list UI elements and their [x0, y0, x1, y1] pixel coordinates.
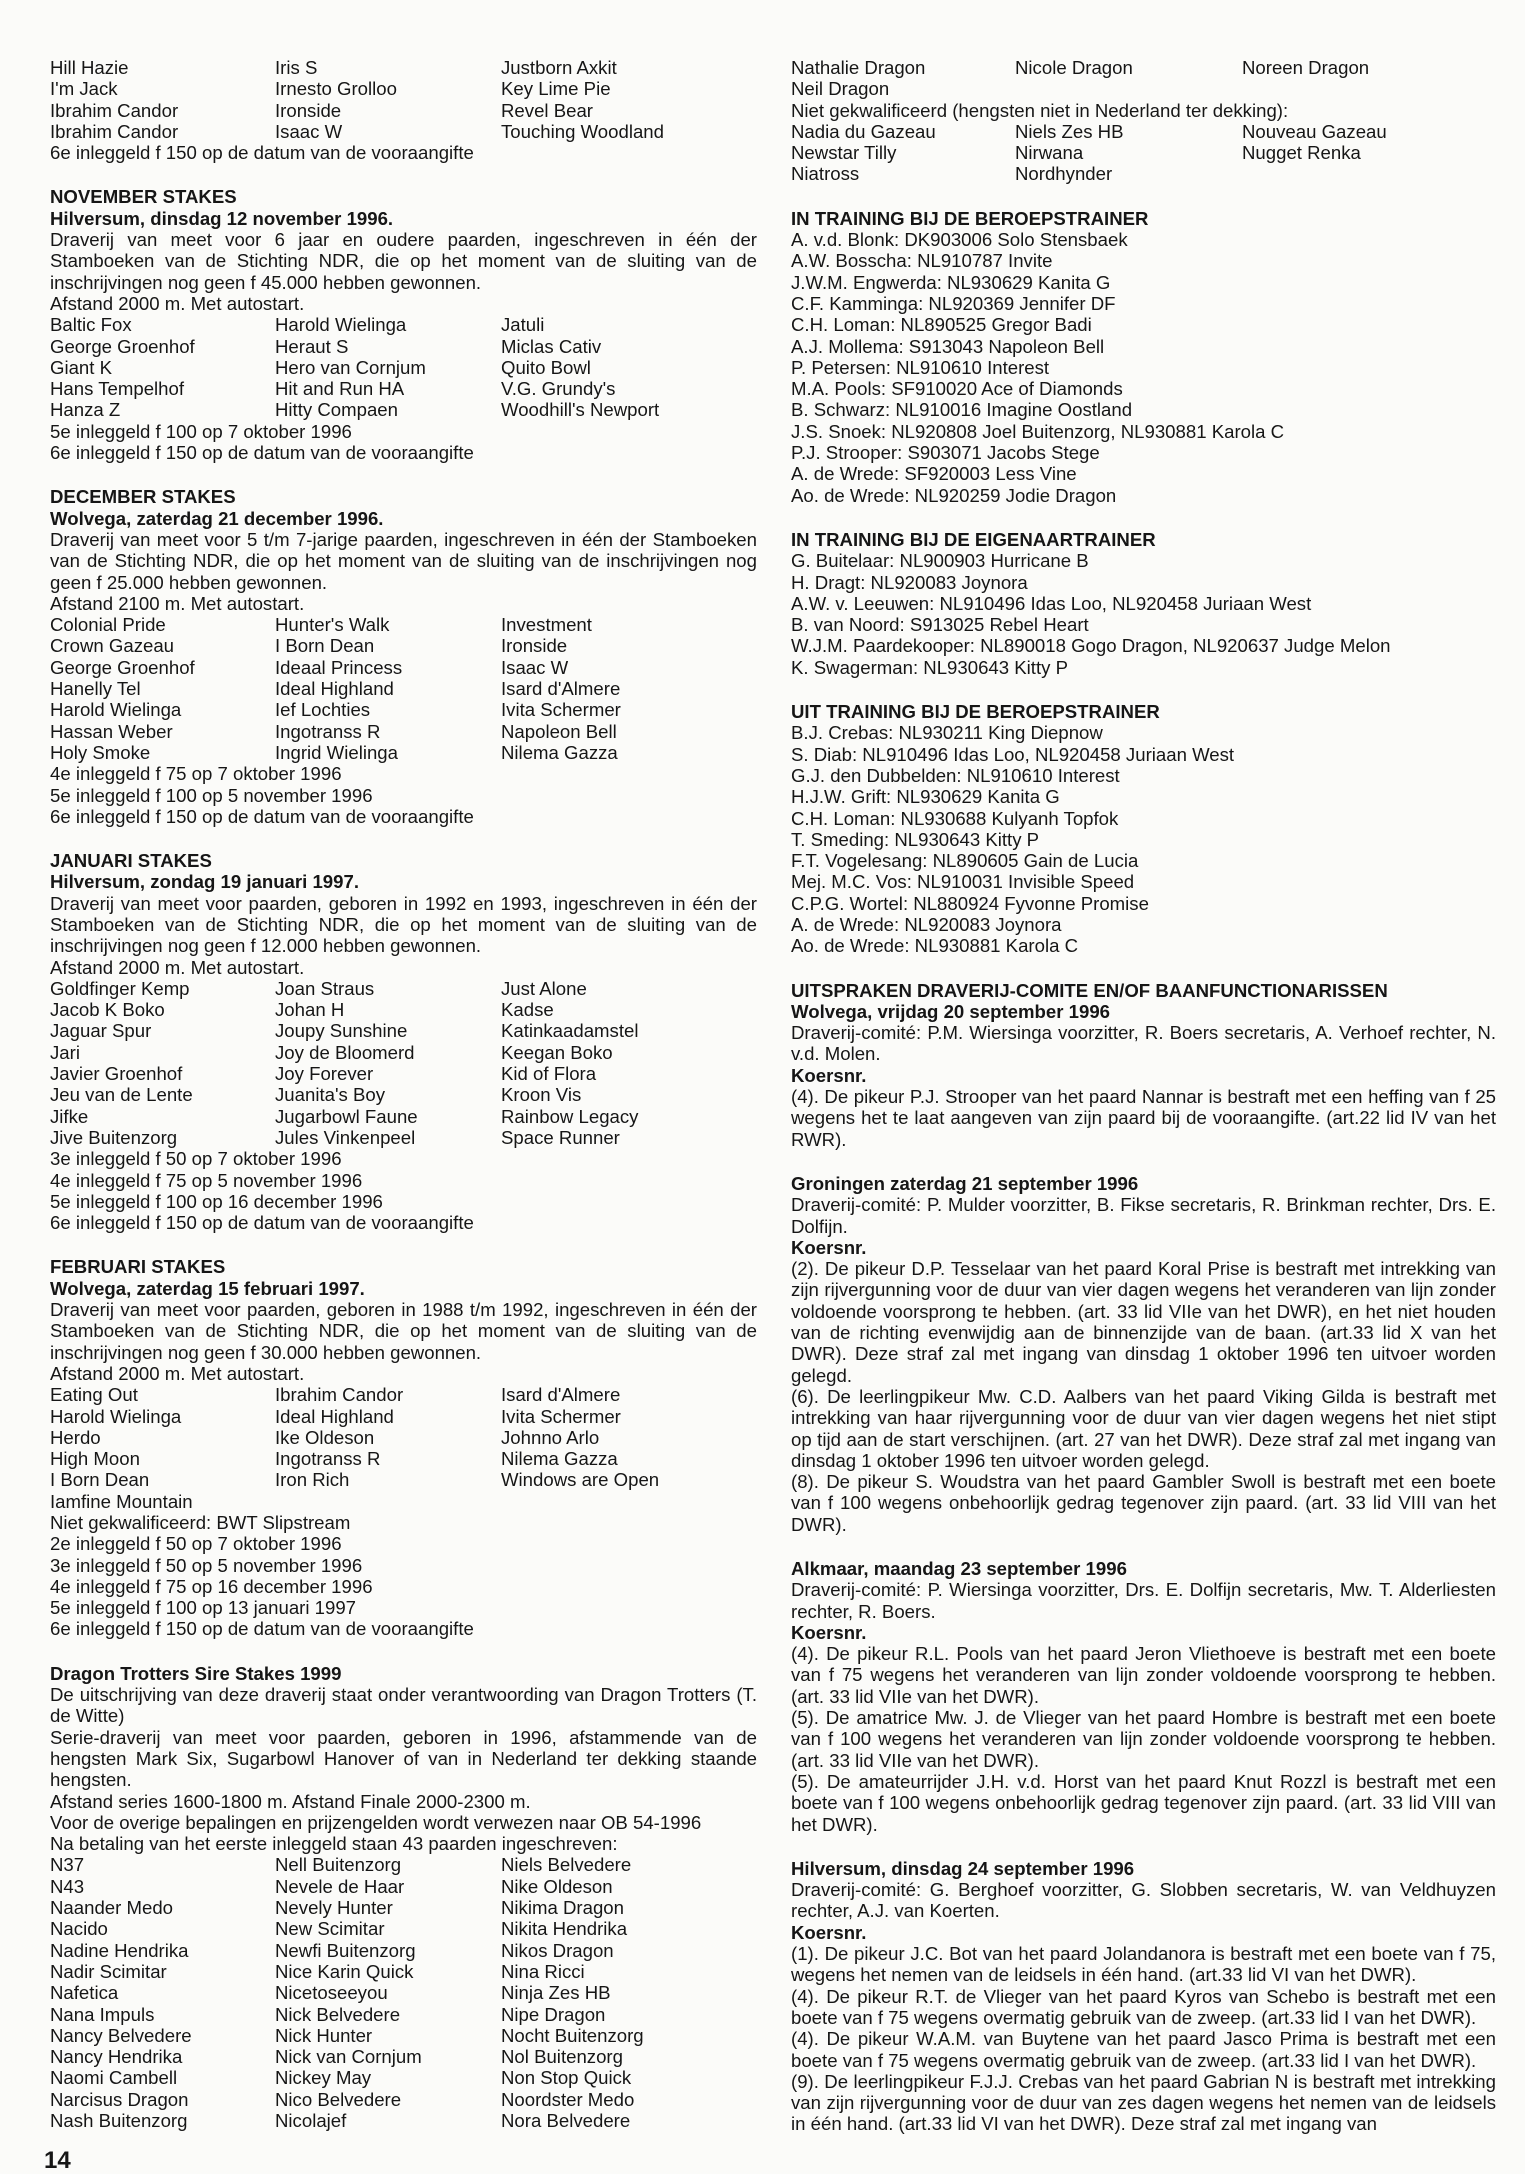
grid-cell: Ike Oldeson [275, 1426, 375, 1448]
grid-cell: Naomi Cambell [50, 2067, 178, 2089]
text-line: P.J. Strooper: S903071 Jacobs Stege [791, 442, 1100, 464]
grid-cell: V.G. Grundy's [501, 378, 616, 400]
text-line: S. Diab: NL910496 Idas Loo, NL920458 Juriaan West [791, 743, 1235, 765]
horse-grid [50, 1384, 757, 1512]
grid-cell: Jatuli [501, 314, 545, 336]
grid-cell: Nordhynder [1015, 163, 1113, 185]
section-groningen [791, 1173, 1496, 1535]
ruling-item: (1). De pikeur J.C. Bot van het paard Jolandanora is bestraft met een boete van f 75, wegens het nemen van de leidsels in één hand. (art.33 lid VI van het DWR). [791, 1943, 1496, 1986]
section-heading: NOVEMBER STAKES [50, 186, 237, 208]
grid-cell: Noreen Dragon [1242, 57, 1370, 78]
text-line: C.H. Loman: NL890525 Gregor Badi [791, 314, 1092, 336]
horse-grid [50, 57, 757, 142]
grid-cell: Ideaal Princess [275, 656, 403, 678]
text-line: H. Dragt: NL920083 Joynora [791, 571, 1028, 593]
text-line: B. van Noord: S913025 Rebel Heart [791, 614, 1089, 636]
grid-cell: Kroon Vis [501, 1084, 582, 1106]
grid-cell: I Born Dean [275, 635, 375, 657]
comite-line: Draverij-comité: P. Wiersinga voorzitter, Drs. E. Dolfijn secretaris, Mw. T. Alderliesten rechter, R. Boers. [791, 1579, 1496, 1622]
grid-cell: Nevely Hunter [275, 1897, 393, 1919]
grid-cell: Niels Zes HB [1015, 120, 1124, 142]
horse-grid [791, 57, 1496, 100]
text-line: C.F. Kamminga: NL920369 Jennifer DF [791, 292, 1116, 314]
grid-cell: Jari [50, 1041, 80, 1063]
grid-cell: Kid of Flora [501, 1063, 597, 1085]
grid-cell: Nell Buitenzorg [275, 1854, 402, 1876]
grid-cell: Space Runner [501, 1126, 620, 1148]
ruling-item: (4). De pikeur R.L. Pools van het paard Jeron Vliethoeve is bestraft met een boete van f 75 wegens het veranderen van lijn zonder voldoende voorsprong te hebben. (art. 33 lid VIIe van het DWR). [791, 1643, 1496, 1707]
text-line: F.T. Vogelesang: NL890605 Gain de Lucia [791, 850, 1139, 872]
section-text: De uitschrijving van deze draverij staat onder verantwoording van Dragon Trotters (T. de Witte) [50, 1684, 757, 1727]
text-line: 4e inleggeld f 75 op 5 november 1996 [50, 1169, 363, 1191]
section-januari-stakes [50, 850, 757, 1233]
text-line: 6e inleggeld f 150 op de datum van de vooraangifte [50, 142, 474, 164]
section-december-stakes [50, 486, 757, 827]
section-subheading: Hilversum, zondag 19 januari 1997. [50, 871, 359, 893]
section-heading: IN TRAINING BIJ DE BEROEPSTRAINER [791, 207, 1149, 229]
text-line: M.A. Pools: SF910020 Ace of Diamonds [791, 378, 1123, 400]
text-line: 5e inleggeld f 100 op 5 november 1996 [50, 784, 373, 806]
grid-cell: Hill Hazie [50, 57, 129, 78]
page-number: 14 [44, 2147, 71, 2174]
grid-cell: Jive Buitenzorg [50, 1126, 178, 1148]
grid-cell: Ibrahim Candor [50, 99, 179, 121]
comite-line: Draverij-comité: P.M. Wiersinga voorzitter, R. Boers secretaris, A. Verhoef rechter, N. v.d. Molen. [791, 1022, 1496, 1065]
grid-cell [1242, 163, 1496, 184]
grid-cell: Jacob K Boko [50, 999, 165, 1021]
section-heading: Dragon Trotters Sire Stakes 1999 [50, 1662, 342, 1684]
grid-cell: I Born Dean [50, 1469, 150, 1491]
ruling-item: (4). De pikeur W.A.M. van Buytene van het paard Jasco Prima is bestraft met een boete van f 75 wegens overmatig gebruik van de zweep. (art.33 lid I van het DWR). [791, 2028, 1496, 2071]
grid-cell: Jules Vinkenpeel [275, 1126, 416, 1148]
grid-cell [501, 1491, 757, 1512]
grid-cell: Ingotranss R [275, 1448, 381, 1470]
grid-cell: Nikos Dragon [501, 1939, 614, 1961]
grid-cell: Juanita's Boy [275, 1084, 386, 1106]
grid-cell: Nilema Gazza [501, 741, 618, 763]
section-subheading: Wolvega, zaterdag 21 december 1996. [50, 507, 384, 529]
grid-cell: Crown Gazeau [50, 635, 175, 657]
top-block-right [791, 57, 1496, 185]
grid-cell: Nipe Dragon [501, 2003, 606, 2025]
grid-cell: Jeu van de Lente [50, 1084, 193, 1106]
grid-cell: Nora Belvedere [501, 2110, 631, 2132]
grid-cell: Heraut S [275, 335, 349, 357]
grid-cell: Hunter's Walk [275, 614, 390, 636]
text-line: Voor de overige bepalingen en prijzengelden wordt verwezen naar OB 54-1996 [50, 1811, 702, 1833]
section-text: Draverij van meet voor 5 t/m 7-jarige paarden, ingeschreven in één der Stamboeken van de Stichting NDR, die op het moment van de sluiting van de inschrijvingen nog geen f 25.000 hebben gewonnen. [50, 528, 757, 593]
grid-cell: Miclas Cativ [501, 335, 602, 357]
text-line: Niet gekwalificeerd: BWT Slipstream [50, 1512, 351, 1533]
trainer-list [791, 550, 1496, 678]
grid-cell: Nicole Dragon [1015, 57, 1133, 78]
text-line: Ao. de Wrede: NL920259 Jodie Dragon [791, 484, 1117, 506]
fee-list [50, 1148, 757, 1233]
section-november-stakes [50, 186, 757, 463]
koersnr-label: Koersnr. [791, 1921, 867, 1943]
grid-cell: Ideal Highland [275, 1405, 394, 1427]
grid-cell: Nol Buitenzorg [501, 2046, 623, 2068]
grid-cell: Jaguar Spur [50, 1020, 152, 1042]
trainer-list [791, 229, 1496, 506]
grid-cell: Hit and Run HA [275, 378, 405, 400]
grid-cell: Giant K [50, 356, 113, 378]
section-text: Draverij van meet voor paarden, geboren in 1988 t/m 1992, ingeschreven in één der Stamboeken van de Stichting NDR, die op het moment van de sluiting van de inschrijvingen nog geen f 30.000 hebben gewonnen. [50, 1299, 757, 1363]
text-line: J.S. Snoek: NL920808 Joel Buitenzorg, NL930881 Karola C [791, 420, 1285, 442]
grid-cell: Investment [501, 614, 592, 636]
ruling-list [791, 1943, 1496, 2135]
section-subheading: Hilversum, dinsdag 12 november 1996. [50, 207, 394, 229]
text-line: A. de Wrede: SF920003 Less Vine [791, 463, 1077, 485]
grid-cell: Nice Karin Quick [275, 1960, 414, 1982]
grid-cell: Jifke [50, 1105, 89, 1127]
text-line: Na betaling van het eerste inleggeld staan 43 paarden ingeschreven: [50, 1833, 618, 1855]
distance-line: Afstand 2000 m. Met autostart. [50, 1362, 305, 1384]
text-line: 6e inleggeld f 150 op de datum van de vooraangifte [50, 1212, 474, 1234]
grid-cell: Nacido [50, 1918, 108, 1940]
grid-cell: Ironside [501, 635, 568, 657]
text-line: 4e inleggeld f 75 op 7 oktober 1996 [50, 763, 342, 785]
section-training-eigenaar [791, 529, 1496, 678]
section-training-beroeps [791, 208, 1496, 506]
grid-cell: Hassan Weber [50, 720, 173, 742]
text-line: 6e inleggeld f 150 op de datum van de vooraangifte [50, 1618, 474, 1640]
grid-cell: Rainbow Legacy [501, 1105, 639, 1127]
grid-cell: Niels Belvedere [501, 1854, 632, 1876]
grid-cell: Ideal Highland [275, 678, 394, 700]
grid-cell: Nevele de Haar [275, 1875, 405, 1897]
grid-cell: Ivita Schermer [501, 699, 621, 721]
section-hilversum [791, 1858, 1496, 2135]
grid-cell: Neil Dragon [791, 78, 890, 100]
section-heading: DECEMBER STAKES [50, 486, 236, 508]
grid-cell: Iron Rich [275, 1469, 350, 1491]
grid-cell: Keegan Boko [501, 1041, 613, 1063]
grid-cell: Napoleon Bell [501, 720, 617, 742]
text-line: Mej. M.C. Vos: NL910031 Invisible Speed [791, 871, 1135, 893]
grid-cell: Ingrid Wielinga [275, 741, 398, 763]
distance-line: Afstand 2000 m. Met autostart. [50, 292, 305, 314]
right-column [791, 57, 1496, 2158]
text-line: G. Buitelaar: NL900903 Hurricane B [791, 550, 1089, 572]
grid-cell: Ivita Schermer [501, 1405, 621, 1427]
trainer-list [791, 722, 1496, 956]
text-line: 6e inleggeld f 150 op de datum van de vooraangifte [50, 805, 474, 827]
grid-cell: Windows are Open [501, 1469, 660, 1491]
grid-cell: I'm Jack [50, 78, 118, 100]
section-alkmaar [791, 1558, 1496, 1835]
grid-cell: Niatross [791, 163, 860, 185]
section-uitspraken [791, 980, 1496, 1150]
text-line: G.J. den Dubbelden: NL910610 Interest [791, 764, 1120, 786]
text-line: B.J. Crebas: NL930211 King Diepnow [791, 722, 1103, 744]
grid-cell: Hitty Compaen [275, 399, 398, 421]
grid-cell: Goldfinger Kemp [50, 977, 190, 999]
grid-cell: Nilema Gazza [501, 1448, 618, 1470]
grid-cell: Jugarbowl Faune [275, 1105, 418, 1127]
grid-cell: Ibrahim Candor [50, 120, 179, 142]
grid-cell: Nicetoseeyou [275, 1982, 388, 2004]
text-line: P. Petersen: NL910610 Interest [791, 356, 1050, 378]
grid-cell: Naander Medo [50, 1897, 174, 1919]
text-line: Ao. de Wrede: NL930881 Karola C [791, 935, 1079, 957]
grid-cell: Touching Woodland [501, 120, 664, 142]
top-block-left [50, 57, 757, 163]
grid-cell: Key Lime Pie [501, 78, 611, 100]
grid-cell: Holy Smoke [50, 741, 151, 763]
section-subheading: Wolvega, zaterdag 15 februari 1997. [50, 1277, 365, 1299]
note-line: Niet gekwalificeerd (hengsten niet in Nederland ter dekking): [791, 99, 1289, 121]
grid-cell: Woodhill's Newport [501, 399, 660, 421]
grid-cell: Hanelly Tel [50, 678, 141, 700]
text-line: T. Smeding: NL930643 Kitty P [791, 828, 1040, 850]
text-line: Afstand series 1600-1800 m. Afstand Finale 2000-2300 m. [50, 1790, 531, 1812]
grid-cell [275, 1491, 501, 1512]
horse-grid [50, 314, 757, 420]
fee-list [50, 763, 757, 827]
horse-grid [50, 978, 757, 1148]
section-dragon-trotters [50, 1663, 757, 2132]
grid-cell: Joan Straus [275, 977, 375, 999]
grid-cell [1015, 78, 1242, 99]
distance-line: Afstand 2100 m. Met autostart. [50, 592, 305, 614]
section-subheading: Hilversum, dinsdag 24 september 1996 [791, 1857, 1135, 1879]
section-subheading: Groningen zaterdag 21 september 1996 [791, 1172, 1139, 1194]
ruling-item: (6). De leerlingpikeur Mw. C.D. Aalbers van het paard Viking Gilda is bestraft met intrekking van haar rijvergunning voor de duur van vier dagen wegens het niet stipt op tijd aan de start verschijnen. (art. 27 van het DWR). Deze straf zal met ingang van dinsdag 1 oktober 1996 ten uitvoer worden gelegd. [791, 1385, 1496, 1471]
ruling-item: (4). De pikeur P.J. Strooper van het paard Nannar is bestraft met een heffing van f 25 wegens het te laat aangeven van zijn paard bij de vooraangifte. (art.22 lid IV van het RWR). [791, 1086, 1496, 1150]
grid-cell: Nike Oldeson [501, 1875, 613, 1897]
text-line: A. v.d. Blonk: DK903006 Solo Stensbaek [791, 229, 1128, 251]
comite-line: Draverij-comité: P. Mulder voorzitter, B. Fikse secretaris, R. Brinkman rechter, Drs. E. Dolfijn. [791, 1194, 1496, 1237]
section-text-2: Serie-draverij van meet voor paarden, geboren in 1996, afstammende van de hengsten Mark Six, Sugarbowl Hanover of van in Nederland ter dekking staande hengsten. [50, 1726, 757, 1791]
text-line: 2e inleggeld f 50 op 7 oktober 1996 [50, 1533, 342, 1555]
ruling-item: (8). De pikeur S. Woudstra van het paard Gambler Swoll is bestraft met een boete van f 100 wegens onbehoorlijk gedrag tegenover zijn paard. (art. 33 lid VIII van het DWR). [791, 1471, 1496, 1535]
grid-cell: Joy Forever [275, 1063, 374, 1085]
grid-cell: Ingotranss R [275, 720, 381, 742]
grid-cell: Colonial Pride [50, 614, 166, 636]
grid-cell: Johnno Arlo [501, 1426, 600, 1448]
text-line: A.J. Mollema: S913043 Napoleon Bell [791, 335, 1105, 357]
text-line: B. Schwarz: NL910016 Imagine Oostland [791, 399, 1133, 421]
section-heading: IN TRAINING BIJ DE EIGENAARTRAINER [791, 528, 1156, 550]
text-line: 3e inleggeld f 50 op 5 november 1996 [50, 1554, 363, 1576]
grid-cell: Iamfine Mountain [50, 1490, 193, 1512]
grid-cell: Quito Bowl [501, 356, 591, 378]
ruling-item: (5). De amateurrijder J.H. v.d. Horst van het paard Knut Rozzl is bestraft met een boete van f 100 wegens onbehoorlijk gedrag tegenover zijn paard. (art. 33 lid VIII van het DWR). [791, 1770, 1496, 1835]
grid-cell: Kadse [501, 999, 554, 1021]
grid-cell: Isaac W [501, 656, 569, 678]
section-subheading: Wolvega, vrijdag 20 september 1996 [791, 1000, 1110, 1022]
grid-cell: Narcisus Dragon [50, 2088, 189, 2110]
grid-cell: Nico Belvedere [275, 2088, 402, 2110]
grid-cell: Nancy Hendrika [50, 2046, 183, 2068]
section-heading: UIT TRAINING BIJ DE BEROEPSTRAINER [791, 701, 1160, 723]
grid-cell: Baltic Fox [50, 314, 132, 336]
grid-cell: Nadia du Gazeau [791, 120, 936, 142]
text-line: 5e inleggeld f 100 op 13 januari 1997 [50, 1597, 357, 1619]
section-uit-training [791, 701, 1496, 957]
grid-cell: Joy de Bloomerd [275, 1041, 415, 1063]
grid-cell: Nickey May [275, 2067, 372, 2089]
distance-line: Afstand 2000 m. Met autostart. [50, 956, 305, 978]
ruling-item: (4). De pikeur R.T. de Vlieger van het paard Kyros van Schebo is bestraft met een boete van f 75 wegens overmatig gebruik van de zweep. (art.33 lid I van het DWR). [791, 1985, 1496, 2028]
grid-cell: Irnesto Grolloo [275, 78, 397, 100]
text-line: A.W. Bosscha: NL910787 Invite [791, 250, 1053, 272]
text-line: A.W. v. Leeuwen: NL910496 Idas Loo, NL920458 Juriaan West [791, 592, 1312, 614]
grid-cell: Isard d'Almere [501, 678, 621, 700]
grid-cell: Ironside [275, 99, 342, 121]
koersnr-label: Koersnr. [791, 1236, 867, 1258]
grid-cell: Just Alone [501, 977, 587, 999]
text-line: H.J.W. Grift: NL930629 Kanita G [791, 786, 1060, 808]
grid-cell [1242, 78, 1496, 99]
grid-cell: Joupy Sunshine [275, 1020, 408, 1042]
text-line: C.H. Loman: NL930688 Kulyanh Topfok [791, 807, 1119, 829]
grid-cell: Nana Impuls [50, 2003, 155, 2025]
grid-cell: Nick van Cornjum [275, 2046, 422, 2068]
section-februari-stakes [50, 1256, 757, 1639]
grid-cell: Isaac W [275, 120, 343, 142]
grid-cell: Newfi Buitenzorg [275, 1939, 416, 1961]
section-heading: FEBRUARI STAKES [50, 1256, 226, 1278]
grid-cell: Nikima Dragon [501, 1897, 624, 1919]
ruling-item: (5). De amatrice Mw. J. de Vlieger van het paard Hombre is bestraft met een boete van f 100 wegens het veranderen van lijn zonder voldoende voorsprong te hebben. (art. 33 lid VIIe van het DWR). [791, 1707, 1496, 1771]
grid-cell: Iris S [275, 57, 318, 78]
fee-list [50, 1512, 757, 1640]
horse-grid [50, 1854, 757, 2131]
text-line: C.P.G. Wortel: NL880924 Fyvonne Promise [791, 892, 1149, 914]
grid-cell: Justborn Axkit [501, 57, 617, 78]
horse-grid [50, 614, 757, 763]
grid-cell: George Groenhof [50, 656, 195, 678]
grid-cell: Nancy Belvedere [50, 2024, 192, 2046]
left-column [50, 57, 757, 2154]
grid-cell: Isard d'Almere [501, 1384, 621, 1406]
grid-cell: Nadine Hendrika [50, 1939, 189, 1961]
grid-cell: New Scimitar [275, 1918, 385, 1940]
grid-cell: Nadir Scimitar [50, 1960, 167, 1982]
grid-cell: Noordster Medo [501, 2088, 635, 2110]
section-heading: JANUARI STAKES [50, 850, 212, 872]
grid-cell: Harold Wielinga [275, 314, 407, 336]
grid-cell: Herdo [50, 1426, 101, 1448]
grid-cell: Nocht Buitenzorg [501, 2024, 644, 2046]
text-line: W.J.M. Paardekooper: NL890018 Gogo Dragon, NL920637 Judge Melon [791, 635, 1391, 657]
text-line: A. de Wrede: NL920083 Joynora [791, 913, 1062, 935]
grid-cell: Revel Bear [501, 99, 593, 121]
section-heading: UITSPRAKEN DRAVERIJ-COMITE EN/OF BAANFUNCTIONARISSEN [791, 979, 1388, 1001]
ruling-list [791, 1258, 1496, 1535]
grid-cell: High Moon [50, 1448, 140, 1470]
grid-cell: Nugget Renka [1242, 142, 1361, 164]
grid-cell: Nina Ricci [501, 1960, 585, 1982]
grid-cell: Nafetica [50, 1982, 119, 2004]
ruling-list [791, 1086, 1496, 1150]
grid-cell: Nick Belvedere [275, 2003, 401, 2025]
grid-cell: Nicolajef [275, 2110, 347, 2132]
text-line: 3e inleggeld f 50 op 7 oktober 1996 [50, 1148, 342, 1170]
grid-cell: Nash Buitenzorg [50, 2110, 188, 2132]
grid-cell: Katinkaadamstel [501, 1020, 639, 1042]
section-text: Draverij van meet voor paarden, geboren in 1992 en 1993, ingeschreven in één der Stamboeken van de Stichting NDR, die op het moment van de sluiting van de inschrijvingen nog geen f 12.000 hebben gewonnen. [50, 892, 757, 957]
section-text: Draverij van meet voor 6 jaar en oudere paarden, ingeschreven in één der Stamboeken van de Stichting NDR, die op het moment van de sluiting van de inschrijvingen nog geen f 45.000 hebben gewonnen. [50, 229, 757, 293]
grid-cell: Eating Out [50, 1384, 138, 1406]
grid-cell: N43 [50, 1875, 85, 1897]
grid-cell: Ninja Zes HB [501, 1982, 611, 2004]
grid-cell: Harold Wielinga [50, 1405, 182, 1427]
grid-cell: Nathalie Dragon [791, 57, 926, 78]
koersnr-label: Koersnr. [791, 1621, 867, 1643]
grid-cell: Newstar Tilly [791, 142, 897, 164]
comite-line: Draverij-comité: G. Berghoef voorzitter, G. Slobben secretaris, W. van Veldhuyzen rechter, A.J. van Koerten. [791, 1879, 1496, 1922]
ruling-list [791, 1643, 1496, 1835]
text-line: J.W.M. Engwerda: NL930629 Kanita G [791, 271, 1111, 293]
grid-cell: Johan H [275, 999, 345, 1021]
grid-cell: Nouveau Gazeau [1242, 120, 1387, 142]
grid-cell: George Groenhof [50, 335, 195, 357]
section-subheading: Alkmaar, maandag 23 september 1996 [791, 1558, 1127, 1579]
text-line: 5e inleggeld f 100 op 7 oktober 1996 [50, 420, 352, 442]
text-line: 6e inleggeld f 150 op de datum van de vooraangifte [50, 442, 474, 464]
grid-cell: Hans Tempelhof [50, 378, 185, 400]
grid-cell: Ief Lochties [275, 699, 371, 721]
grid-cell: Non Stop Quick [501, 2067, 632, 2089]
text-line: K. Swagerman: NL930643 Kitty P [791, 656, 1068, 678]
ruling-item: (9). De leerlingpikeur F.J.J. Crebas van het paard Gabrian N is bestraft met intrekking van zijn rijvergunning voor de duur van zes dagen wegens het nemen van de leidsels in één hand. (art.33 lid VI van het DWR). Deze straf zal met ingang van [791, 2070, 1496, 2135]
grid-cell: Hero van Cornjum [275, 356, 426, 378]
fee-list [50, 421, 757, 464]
grid-cell: N37 [50, 1854, 85, 1876]
koersnr-label: Koersnr. [791, 1064, 867, 1086]
grid-cell: Nirwana [1015, 142, 1084, 164]
text-line: 5e inleggeld f 100 op 16 december 1996 [50, 1190, 383, 1212]
grid-cell: Nick Hunter [275, 2024, 373, 2046]
grid-cell: Javier Groenhof [50, 1063, 183, 1085]
fee-list [50, 142, 757, 163]
grid-cell: Ibrahim Candor [275, 1384, 404, 1406]
grid-cell: Hanza Z [50, 399, 121, 421]
ruling-item: (2). De pikeur D.P. Tesselaar van het paard Koral Prise is bestraft met intrekking van zijn rijvergunning voor de duur van vier dagen wegens het veranderen van lijn zonder voldoende voorsprong te hebben. (art. 33 lid VIIe van het DWR), en het niet houden van de richting evenwijdig aan de binnenzijde van de baan. (art.33 lid X van het DWR). Deze straf zal met ingang van dinsdag 1 oktober 1996 ten uitvoer worden gelegd. [791, 1258, 1496, 1386]
horse-grid-2 [791, 121, 1496, 185]
grid-cell: Harold Wielinga [50, 699, 182, 721]
grid-cell: Nikita Hendrika [501, 1918, 628, 1940]
info-lines [50, 1791, 757, 1855]
text-line: 4e inleggeld f 75 op 16 december 1996 [50, 1575, 373, 1597]
